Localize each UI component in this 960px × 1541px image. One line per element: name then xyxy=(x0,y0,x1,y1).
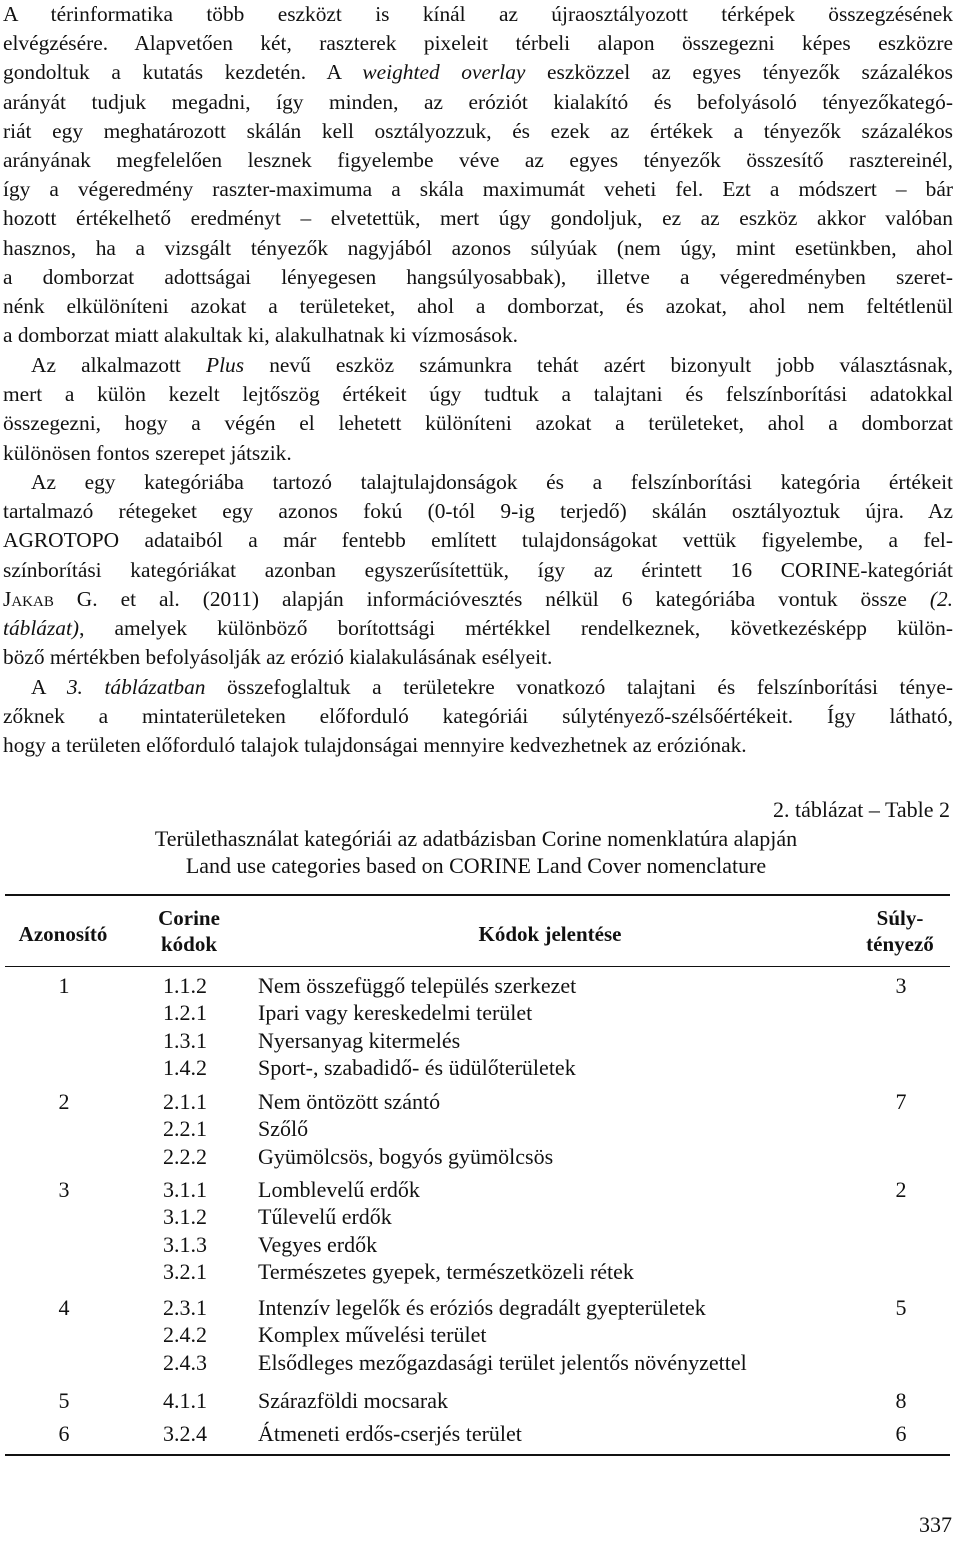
text-line: hozott értékelhető eredményt – elvetettük, mert úgy gondoljuk, ez az eszköz akkor valóban xyxy=(3,206,953,231)
cell-weight: 5 xyxy=(895,1295,907,1320)
cell-weight: 6 xyxy=(895,1421,907,1446)
cell-description: Intenzív legelők és eróziós degradált gyepterületek xyxy=(258,1295,706,1320)
text-line: hasznos, ha a vizsgált tényezők nagyjából azonos súlyúak (nem úgy, mint esetünkben, ahol xyxy=(3,235,953,260)
text-line: mert a külön kezelt lejtőszög értékeit úgy tudtuk a talajtani és felszínborítási adatokkal xyxy=(3,382,953,407)
text-line xyxy=(3,614,953,643)
text-line: A térinformatika több eszközt is kínál az újraosztályozott térképek összegzésének xyxy=(3,2,953,26)
cell-code: 3.1.3 xyxy=(163,1231,207,1257)
cell-code: 2.1.1 xyxy=(163,1089,207,1114)
text-line: elvégzésére. Alapvetően két, raszterek pixeleit térbeli alapon összegezni képes eszközre xyxy=(3,31,953,56)
cell-description: Elsődleges mezőgazdasági terület jelentős növényzettel xyxy=(258,1349,747,1375)
text-line: különösen fontos szerepet játszik. xyxy=(3,440,292,465)
cell-description: Nyersanyag kitermelés xyxy=(258,1027,461,1053)
table-title-hu: Területhasználat kategóriái az adatbázisban Corine nomenklatúra alapján xyxy=(154,826,798,851)
text-line: nénk elkülöníteni azokat a területeket, ahol a domborzat, és azokat, ahol nem feltétlenül xyxy=(3,294,953,319)
text-segment: , amelyek különböző borítottsági mértékkel rendelkeznek, következésképp külön- xyxy=(79,616,953,641)
text-line: arányát tudjuk megadni, így minden, az eróziót kialakító és befolyásoló tényezőkategó- xyxy=(3,89,953,114)
text-segment: G. et al. (2011) alapján információvesztés nélkül 6 kategóriába vontuk össze xyxy=(53,586,930,611)
cell-code: 3.2.1 xyxy=(163,1258,207,1284)
cell-description: Szárazföldi mocsarak xyxy=(258,1388,448,1413)
cell-id: 2 xyxy=(58,1089,70,1114)
cell-code: 2.3.1 xyxy=(163,1295,207,1320)
cell-weight: 2 xyxy=(895,1177,907,1202)
cell-weight: 3 xyxy=(895,973,907,998)
table-bottom-rule xyxy=(5,1454,950,1456)
author-name: Jakab xyxy=(3,586,54,611)
italic-term: weighted overlay xyxy=(362,60,526,85)
text-segment: Az alkalmazott xyxy=(31,353,207,377)
page-number: 337 xyxy=(919,1512,952,1537)
cell-description: Ipari vagy kereskedelmi terület xyxy=(258,1000,533,1026)
header-id: Azonosító xyxy=(18,922,108,946)
text-line: zőknek a mintaterületeken előforduló kategóriái súlytényező-szélsőértékeit. Így látható, xyxy=(3,704,953,729)
cell-description: Vegyes erdők xyxy=(258,1231,378,1257)
text-line xyxy=(3,673,953,702)
italic-ref: (2. xyxy=(929,586,953,611)
text-segment: A xyxy=(31,675,67,699)
text-line: böző mértékben befolyásolják az erózió kialakulásának esélyeit. xyxy=(3,645,553,670)
text-line: a domborzat miatt alakultak ki, alakulhatnak ki vízmosások. xyxy=(3,323,519,348)
cell-description: Lomblevelű erdők xyxy=(258,1177,420,1202)
body-paragraph-4 xyxy=(3,673,953,761)
text-segment: gondoltuk a kutatás kezdetén. A xyxy=(3,60,363,85)
header-meaning: Kódok jelentése xyxy=(478,922,622,946)
text-line: Az egy kategóriába tartozó talajtulajdonságok és a felszínborítási kategória értékeit xyxy=(31,470,953,494)
header-code xyxy=(140,905,238,957)
text-line: színborítási kategóriákat azonban egyszerűsítettük, így az érintett 16 CORINE-kategóriát xyxy=(3,557,953,582)
table-header-rule xyxy=(5,966,950,967)
cell-code: 3.1.2 xyxy=(163,1204,207,1230)
cell-code: 1.4.2 xyxy=(163,1054,207,1080)
text-line: a domborzat adottságai lényegesen hangsúlyosabbak), illetve a végeredményben szeret- xyxy=(3,264,953,289)
cell-id: 5 xyxy=(58,1388,70,1413)
cell-description: Gyümölcsös, bogyós gyümölcsös xyxy=(258,1143,554,1169)
text-line: hogy a területen előforduló talajok tulajdonságai mennyire kedvezhetnek az eróziónak. xyxy=(3,733,747,758)
text-segment: összefoglaltuk a területekre vonatkozó talajtani és felszínborítási ténye- xyxy=(205,675,953,699)
text-line: arányának megfelelően lesznek figyelembe véve az egyes tényezők összesítő rasztereinél, xyxy=(3,148,953,173)
header-weight-line2: tényező xyxy=(866,932,934,956)
cell-code: 2.2.1 xyxy=(163,1116,207,1142)
body-paragraph-2 xyxy=(3,351,953,468)
italic-term: Plus xyxy=(206,353,245,377)
text-line: AGROTOPO adataiból a már fentebb említett tulajdonságokat vettük figyelembe, a fel- xyxy=(3,528,953,553)
body-paragraph-1 xyxy=(3,0,953,350)
cell-description: Átmeneti erdős-cserjés terület xyxy=(258,1421,522,1446)
cell-id: 4 xyxy=(58,1295,70,1320)
cell-code: 4.1.1 xyxy=(163,1388,207,1413)
header-weight-line1: Súly- xyxy=(876,906,924,930)
header-weight xyxy=(848,905,952,957)
cell-weight: 7 xyxy=(895,1089,907,1114)
cell-code: 2.4.2 xyxy=(163,1322,207,1348)
table-top-rule xyxy=(5,894,950,896)
cell-code: 2.2.2 xyxy=(163,1143,207,1169)
cell-weight: 8 xyxy=(895,1388,907,1413)
header-code-line1: Corine xyxy=(158,906,220,930)
cell-description: Nem összefüggő település szerkezet xyxy=(258,973,577,998)
cell-id: 3 xyxy=(58,1177,70,1202)
cell-code: 1.3.1 xyxy=(163,1027,207,1053)
cell-code: 1.1.2 xyxy=(163,973,207,998)
text-segment: nevű eszköz számunkra tehát azért bizonyult jobb választásnak, xyxy=(244,353,953,377)
cell-id: 1 xyxy=(58,973,70,998)
italic-ref: táblázat) xyxy=(3,616,80,641)
cell-code: 1.2.1 xyxy=(163,1000,207,1026)
cell-description: Szőlő xyxy=(258,1116,309,1142)
cell-code: 2.4.3 xyxy=(163,1349,207,1375)
italic-ref: 3. táblázatban xyxy=(66,675,206,699)
text-line xyxy=(3,58,953,87)
cell-code: 3.2.4 xyxy=(163,1421,207,1446)
table-number: 2. táblázat – Table 2 xyxy=(772,797,950,822)
text-line: így a végeredmény raszter-maximuma a skála maximumát veheti fel. Ezt a módszert – bár xyxy=(3,177,953,202)
text-line: riát egy meghatározott skálán kell osztályozzuk, és ezek az értékek a tényezők százalékos xyxy=(3,118,953,143)
text-line: összegezni, hogy a végén el lehetett különíteni azokat a területeket, ahol a domborzat xyxy=(3,411,953,436)
text-line: tartalmazó rétegeket egy azonos fokú (0-tól 9-ig terjedő) skálán osztályoztuk újra. Az xyxy=(3,499,953,524)
header-code-line2: kódok xyxy=(160,932,218,956)
cell-description: Sport-, szabadidő- és üdülőterületek xyxy=(258,1054,576,1080)
cell-description: Tűlevelű erdők xyxy=(258,1204,392,1230)
text-line xyxy=(3,351,953,380)
body-paragraph-3 xyxy=(3,468,953,672)
table-title-en: Land use categories based on CORINE Land Cover nomenclature xyxy=(185,853,767,878)
text-segment: eszközzel az egyes tényezők százalékos xyxy=(525,60,954,85)
cell-description: Komplex művelési terület xyxy=(258,1322,487,1348)
cell-id: 6 xyxy=(58,1421,70,1446)
cell-code: 3.1.1 xyxy=(163,1177,207,1202)
text-line xyxy=(3,585,953,614)
cell-description: Természetes gyepek, természetközeli rétek xyxy=(258,1258,634,1284)
cell-description: Nem öntözött szántó xyxy=(258,1089,441,1114)
